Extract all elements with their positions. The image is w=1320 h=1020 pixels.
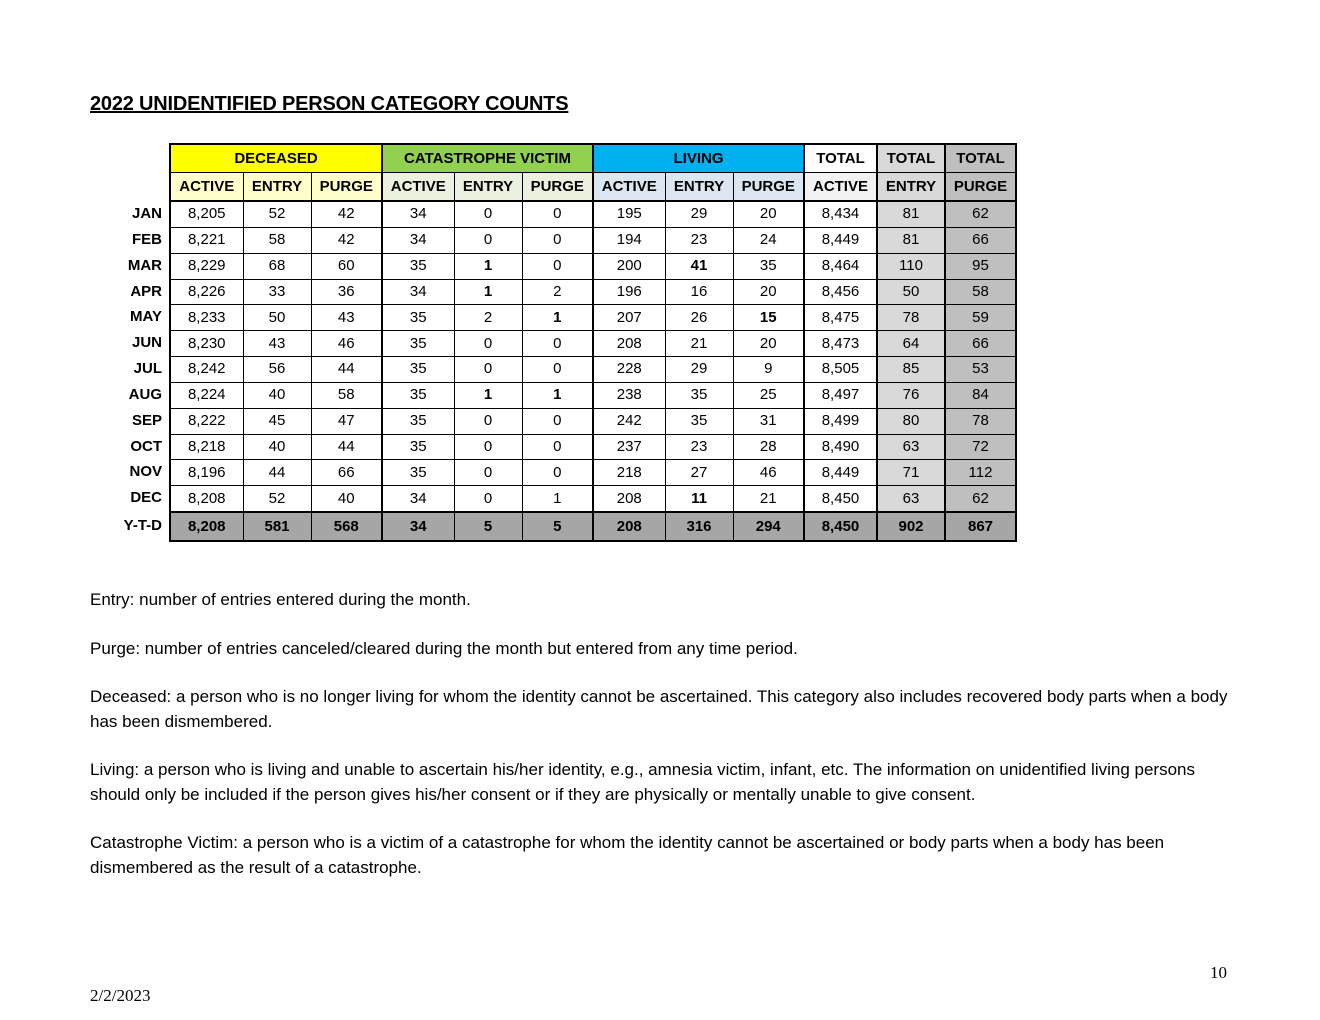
group-total-entry: TOTAL [877,144,945,173]
table-cell: 35 [665,408,733,434]
table-cell: 0 [522,227,593,253]
table-cell: 8,464 [804,253,877,279]
row-label-month: APR [130,282,162,300]
table-cell: 238 [593,382,665,408]
table-cell: 8,456 [804,279,877,305]
table-row [170,253,1016,279]
table-cell: 8,450 [804,486,877,512]
table-cell: 8,490 [804,434,877,460]
table-cell: 34 [382,486,454,512]
table-cell: 242 [593,408,665,434]
table-cell: 110 [877,253,945,279]
table-cell: 52 [243,486,311,512]
table-cell: 8,475 [804,305,877,331]
ytd-cell: 316 [665,512,733,541]
note-deceased: Deceased: a person who is no longer living for whom the identity cannot be ascertained. This category also includes recovered body parts when a body has been dismembered. [90,687,1228,731]
group-total-active: TOTAL [804,144,877,173]
table-cell: 35 [382,408,454,434]
table-cell: 60 [311,253,382,279]
table-row [170,331,1016,357]
table-cell: 81 [877,201,945,227]
column-header: PURGE [733,173,804,202]
table-cell: 40 [311,486,382,512]
table-cell: 34 [382,227,454,253]
table-cell: 47 [311,408,382,434]
table-cell: 42 [311,227,382,253]
column-header: ACTIVE [170,173,243,202]
table-row [170,486,1016,512]
category-counts-table [169,143,1017,542]
note-living: Living: a person who is living and unable to ascertain his/her identity, e.g., amnesia victim, infant, etc. The information on unidentified living persons should only be included if the person gives his/her consent or if they are physically or mentally unable to give consent. [90,760,1195,804]
table-cell: 35 [382,253,454,279]
row-label-month: MAR [127,256,162,274]
table-cell: 24 [733,227,804,253]
table-cell: 1 [522,382,593,408]
note-entry: Entry: number of entries entered during the month. [90,590,471,609]
table-cell: 8,499 [804,408,877,434]
row-label-month: JAN [131,205,162,222]
column-header: PURGE [945,173,1016,202]
table-cell: 76 [877,382,945,408]
table-cell: 1 [454,253,522,279]
table-cell: 20 [733,331,804,357]
note-catastrophe-victim: Catastrophe Victim: a person who is a victim of a catastrophe for whom the identity cannot be ascertained or body parts when a body has been dismembered as the result of a catastrophe. [90,833,1165,877]
table-cell: 8,242 [170,357,243,383]
table-cell: 53 [945,357,1016,383]
table-cell: 40 [243,434,311,460]
table-cell: 1 [522,486,593,512]
table-cell: 0 [522,331,593,357]
column-header: ENTRY [243,173,311,202]
group-deceased: DECEASED [170,144,382,173]
table-cell: 8,505 [804,357,877,383]
table-cell: 23 [665,434,733,460]
table-cell: 64 [877,331,945,357]
group-living: LIVING [593,144,804,173]
table-cell: 46 [311,331,382,357]
table-cell: 50 [877,279,945,305]
table-cell: 85 [877,357,945,383]
table-cell: 1 [522,305,593,331]
table-row [170,460,1016,486]
table-cell: 66 [311,460,382,486]
ytd-cell: 5 [454,512,522,541]
row-label-month: SEP [131,411,162,429]
row-label-month: MAY [130,308,162,326]
sub-header-row [170,173,1016,202]
table-cell: 35 [382,305,454,331]
table-cell: 43 [311,305,382,331]
table-cell: 21 [665,331,733,357]
table-row [170,357,1016,383]
table-cell: 15 [733,305,804,331]
table-cell: 26 [665,305,733,331]
column-header: ACTIVE [804,173,877,202]
row-label-month: OCT [130,437,162,455]
table-cell: 29 [665,201,733,227]
table-cell: 25 [733,382,804,408]
ytd-cell: 568 [311,512,382,541]
ytd-cell: 294 [733,512,804,541]
table-cell: 0 [454,486,522,512]
table-cell: 237 [593,434,665,460]
table-row [170,227,1016,253]
ytd-cell: 902 [877,512,945,541]
table-cell: 208 [593,331,665,357]
table-cell: 63 [877,434,945,460]
row-labels [100,201,162,540]
ytd-cell: 8,208 [170,512,243,541]
table-cell: 29 [665,357,733,383]
column-header: PURGE [522,173,593,202]
table-cell: 68 [243,253,311,279]
table-row [170,408,1016,434]
table-cell: 35 [382,382,454,408]
table-cell: 58 [311,382,382,408]
table-cell: 40 [243,382,311,408]
table-cell: 63 [877,486,945,512]
table-cell: 0 [522,357,593,383]
table-cell: 62 [945,201,1016,227]
table-cell: 35 [382,331,454,357]
table-cell: 8,196 [170,460,243,486]
table-cell: 33 [243,279,311,305]
table-row [170,434,1016,460]
ytd-cell: 34 [382,512,454,541]
column-header: ACTIVE [382,173,454,202]
ytd-cell: 581 [243,512,311,541]
row-label-month: JUN [131,334,162,352]
table-cell: 35 [382,357,454,383]
table-cell: 0 [454,331,522,357]
table-cell: 8,434 [804,201,877,227]
ytd-row [170,512,1016,541]
table-cell: 9 [733,357,804,383]
table-cell: 78 [945,408,1016,434]
table-cell: 44 [311,357,382,383]
table-row [170,305,1016,331]
table-cell: 95 [945,253,1016,279]
column-header: PURGE [311,173,382,202]
table-cell: 8,230 [170,331,243,357]
column-header: ENTRY [454,173,522,202]
ytd-cell: 5 [522,512,593,541]
table-cell: 44 [311,434,382,460]
table-cell: 0 [454,357,522,383]
column-header: ENTRY [665,173,733,202]
table-cell: 0 [522,201,593,227]
table-cell: 31 [733,408,804,434]
footer-date: 2/2/2023 [90,986,151,1005]
table-cell: 0 [522,253,593,279]
table-cell: 35 [382,434,454,460]
table-cell: 81 [877,227,945,253]
table-cell: 23 [665,227,733,253]
column-header: ENTRY [877,173,945,202]
page-number: 10 [1210,963,1227,982]
table-cell: 8,221 [170,227,243,253]
table-cell: 0 [454,201,522,227]
table-cell: 36 [311,279,382,305]
table-cell: 196 [593,279,665,305]
ytd-cell: 8,450 [804,512,877,541]
table-cell: 0 [454,408,522,434]
table-cell: 8,449 [804,460,877,486]
table-cell: 195 [593,201,665,227]
table-cell: 0 [522,434,593,460]
row-label-month: AUG [128,385,162,403]
column-header: ACTIVE [593,173,665,202]
definitions [90,588,1240,904]
table-cell: 78 [877,305,945,331]
page-title: 2022 UNIDENTIFIED PERSON CATEGORY COUNTS [90,93,569,115]
table-cell: 45 [243,408,311,434]
table-cell: 0 [454,227,522,253]
table-cell: 34 [382,279,454,305]
table-cell: 8,208 [170,486,243,512]
table-cell: 8,218 [170,434,243,460]
table-cell: 66 [945,331,1016,357]
row-label-month: NOV [129,463,162,481]
table-cell: 20 [733,201,804,227]
table-cell: 35 [733,253,804,279]
table-row [170,201,1016,227]
table-cell: 66 [945,227,1016,253]
table-cell: 58 [243,227,311,253]
table-cell: 0 [522,408,593,434]
row-label-month: JUL [133,360,162,378]
table-cell: 1 [454,279,522,305]
table-cell: 56 [243,357,311,383]
table-cell: 72 [945,434,1016,460]
row-label-month: DEC [130,489,162,507]
table-cell: 207 [593,305,665,331]
table-cell: 84 [945,382,1016,408]
table-row [170,279,1016,305]
table-cell: 112 [945,460,1016,486]
table-cell: 8,222 [170,408,243,434]
table-cell: 8,226 [170,279,243,305]
table-cell: 52 [243,201,311,227]
table-cell: 11 [665,486,733,512]
table-cell: 0 [454,460,522,486]
table-cell: 58 [945,279,1016,305]
table-cell: 228 [593,357,665,383]
table-cell: 50 [243,305,311,331]
table-cell: 200 [593,253,665,279]
table-cell: 8,449 [804,227,877,253]
table-cell: 8,233 [170,305,243,331]
table-cell: 28 [733,434,804,460]
table-cell: 2 [522,279,593,305]
table-cell: 44 [243,460,311,486]
row-label-month: FEB [132,230,162,248]
table-cell: 34 [382,201,454,227]
table-cell: 80 [877,408,945,434]
table-cell: 0 [454,434,522,460]
table-cell: 8,473 [804,331,877,357]
table-cell: 42 [311,201,382,227]
table-cell: 27 [665,460,733,486]
table-cell: 8,205 [170,201,243,227]
table-cell: 41 [665,253,733,279]
row-label-ytd: Y-T-D [123,517,162,535]
table-cell: 8,497 [804,382,877,408]
table-cell: 16 [665,279,733,305]
table-cell: 8,229 [170,253,243,279]
group-catastrophe-victim: CATASTROPHE VICTIM [382,144,593,173]
table-cell: 20 [733,279,804,305]
table-cell: 0 [522,460,593,486]
table-cell: 35 [665,382,733,408]
table-cell: 2 [454,305,522,331]
table-cell: 21 [733,486,804,512]
table-cell: 194 [593,227,665,253]
group-total-purge: TOTAL [945,144,1016,173]
table-cell: 59 [945,305,1016,331]
table-cell: 8,224 [170,382,243,408]
ytd-cell: 208 [593,512,665,541]
table-cell: 208 [593,486,665,512]
table-cell: 43 [243,331,311,357]
note-purge: Purge: number of entries canceled/cleared during the month but entered from any time period. [90,638,798,658]
table-cell: 71 [877,460,945,486]
ytd-cell: 867 [945,512,1016,541]
table-cell: 218 [593,460,665,486]
table-row [170,382,1016,408]
table-cell: 46 [733,460,804,486]
group-header-row [170,144,1016,173]
table-cell: 62 [945,486,1016,512]
table-cell: 35 [382,460,454,486]
table-cell: 1 [454,382,522,408]
